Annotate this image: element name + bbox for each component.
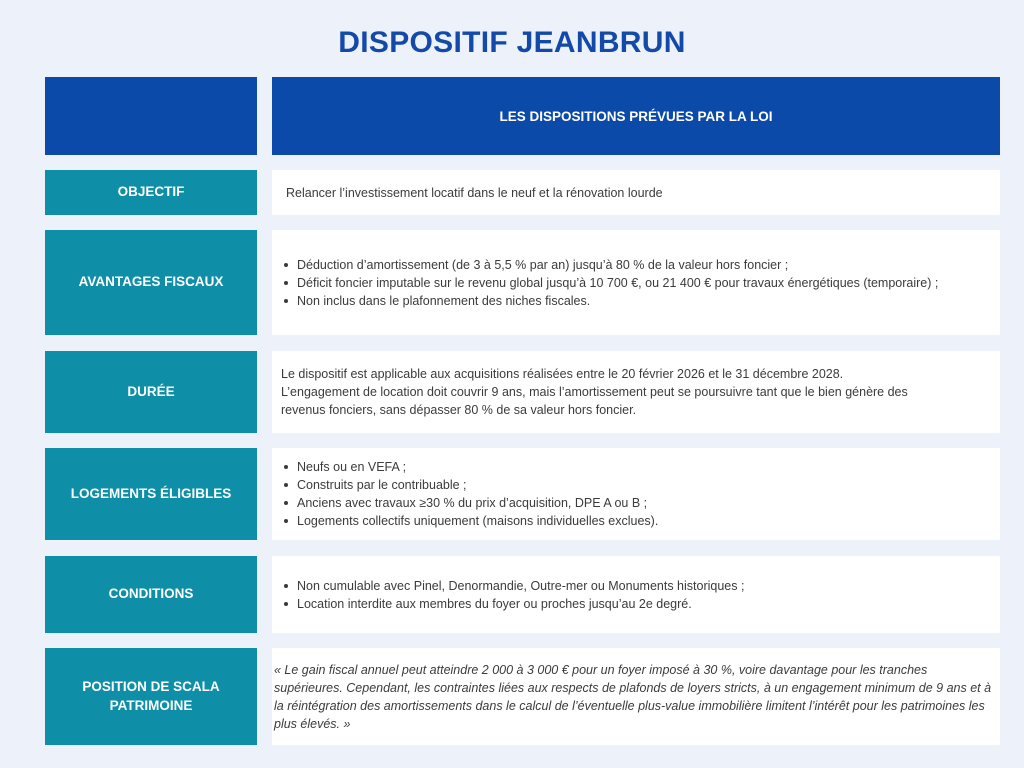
row-label-duree: DURÉE [45, 351, 257, 433]
list-item: Neufs ou en VEFA ; [282, 458, 1000, 476]
header-empty-cell [45, 77, 257, 155]
logements-list [272, 458, 1000, 530]
row-content-duree [272, 351, 1000, 433]
table-row-avantages-fiscaux [45, 230, 1000, 335]
list-item: Anciens avec travaux ≥30 % du prix d’acquisition, DPE A ou B ; [282, 494, 1000, 512]
table-row-logements-eligibles [45, 448, 1000, 540]
page-title: DISPOSITIF JEANBRUN [338, 26, 686, 59]
row-content-avantages-fiscaux [272, 230, 1000, 335]
duree-text: Le dispositif est applicable aux acquisitions réalisées entre le 20 février 2026 et le 31 décembre 2028. L’engagement de location doit couvrir 9 ans, mais l’amortissement peut se poursuivre tant que le bien génère des revenus fonciers, sans dépasser 80 % de sa valeur hors foncier. [281, 367, 908, 417]
list-item: Non cumulable avec Pinel, Denormandie, Outre-mer ou Monuments historiques ; [282, 577, 1000, 595]
row-content-objectif [272, 170, 1000, 215]
row-label-objectif: OBJECTIF [45, 170, 257, 215]
table-row-objectif [45, 170, 1000, 215]
conditions-list [272, 577, 1000, 613]
table-row-duree [45, 351, 1000, 433]
table-row-conditions [45, 556, 1000, 633]
row-label-logements-eligibles: LOGEMENTS ÉLIGIBLES [45, 448, 257, 540]
avantages-list [272, 256, 1000, 310]
row-content-logements-eligibles [272, 448, 1000, 540]
header-dispositions-cell: LES DISPOSITIONS PRÉVUES PAR LA LOI [272, 77, 1000, 155]
row-label-position-scala: POSITION DE SCALA PATRIMOINE [45, 648, 257, 745]
objectif-text: Relancer l’investissement locatif dans le neuf et la rénovation lourde [286, 185, 663, 200]
list-item: Déficit foncier imputable sur le revenu global jusqu’à 10 700 €, ou 21 400 € pour travaux énergétiques (temporaire) ; [282, 274, 1000, 292]
list-item: Non inclus dans le plafonnement des niches fiscales. [282, 292, 1000, 310]
position-quote-text: « Le gain fiscal annuel peut atteindre 2 000 à 3 000 € pour un foyer imposé à 30 %, voire davantage pour les tranches supérieures. Cependant, les contraintes liées aux respects de plafonds de loyers stricts, à un engagement minimum de 9 ans et à la réintégration des amortissements dans le calcul de l’éventuelle plus-value immobilière limitent l’intérêt pour les patrimoines les plus élevés. » [274, 662, 992, 731]
list-item: Construits par le contribuable ; [282, 476, 1000, 494]
table-header [45, 77, 1000, 155]
list-item: Location interdite aux membres du foyer ou proches jusqu’au 2e degré. [282, 595, 1000, 613]
list-item: Logements collectifs uniquement (maisons individuelles exclues). [282, 512, 1000, 530]
list-item: Déduction d’amortissement (de 3 à 5,5 % par an) jusqu’à 80 % de la valeur hors foncier ; [282, 256, 1000, 274]
row-label-conditions: CONDITIONS [45, 556, 257, 633]
row-content-position-scala [272, 648, 1000, 745]
row-content-conditions [272, 556, 1000, 633]
table-row-position-scala [45, 648, 1000, 745]
row-label-avantages-fiscaux: AVANTAGES FISCAUX [45, 230, 257, 335]
